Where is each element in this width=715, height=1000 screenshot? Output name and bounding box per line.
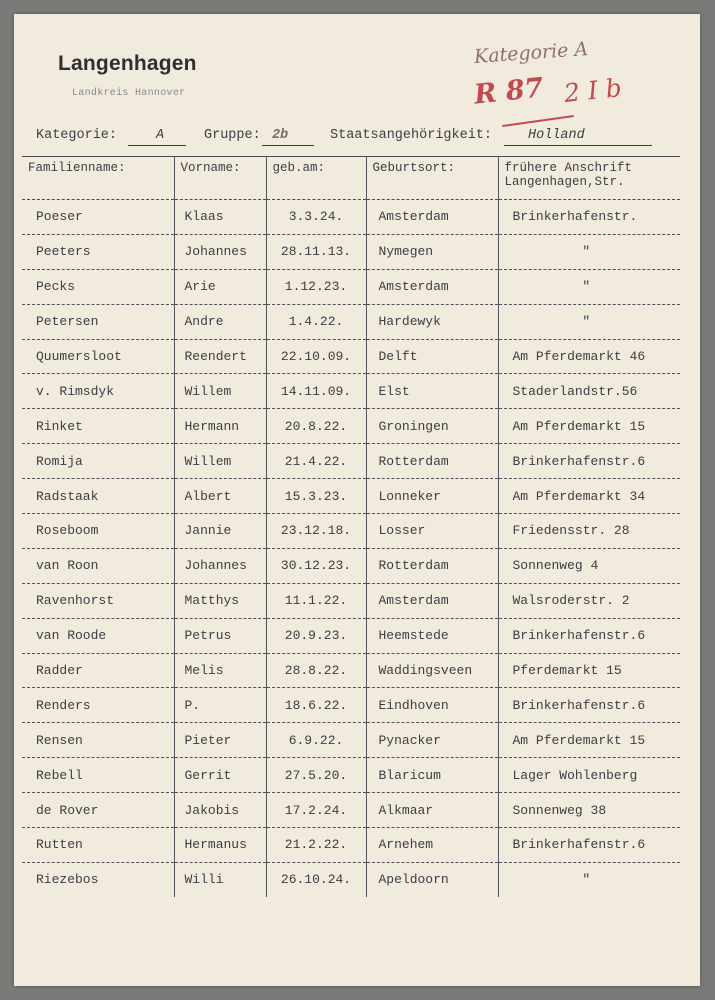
cell-familienname: Petersen (22, 304, 174, 339)
cell-familienname: v. Rimsdyk (22, 374, 174, 409)
cell-vorname: Willem (174, 374, 266, 409)
table-row (22, 409, 680, 444)
cell-anschrift: Brinkerhafenstr. (498, 200, 680, 235)
cell-geburtsdatum: 23.12.18. (266, 514, 366, 549)
cell-anschrift: Am Pferdemarkt 15 (498, 723, 680, 758)
cell-vorname: Hermanus (174, 828, 266, 863)
cell-vorname: Willem (174, 444, 266, 479)
table-row (22, 304, 680, 339)
table-body (22, 200, 680, 897)
cell-geburtsort: Blaricum (366, 758, 498, 793)
cell-anschrift: Brinkerhafenstr.6 (498, 618, 680, 653)
cell-vorname: Reendert (174, 339, 266, 374)
cell-familienname: Radstaak (22, 479, 174, 514)
staatsangehoerigkeit-value: Holland (528, 128, 585, 143)
cell-familienname: Rinket (22, 409, 174, 444)
col-header-familienname: Familienname: (22, 157, 174, 200)
cell-geburtsort: Lonneker (366, 479, 498, 514)
cell-anschrift: " (498, 269, 680, 304)
table-row (22, 723, 680, 758)
cell-geburtsdatum: 21.2.22. (266, 828, 366, 863)
table-row (22, 514, 680, 549)
cell-vorname: Johannes (174, 234, 266, 269)
cell-vorname: Matthys (174, 583, 266, 618)
cell-geburtsdatum: 28.11.13. (266, 234, 366, 269)
cell-geburtsdatum: 11.1.22. (266, 583, 366, 618)
cell-vorname: Albert (174, 479, 266, 514)
table-row (22, 269, 680, 304)
cell-anschrift: Lager Wohlenberg (498, 758, 680, 793)
col-header-geburtsort: Geburtsort: (366, 157, 498, 200)
cell-geburtsort: Losser (366, 514, 498, 549)
cell-anschrift: Sonnenweg 38 (498, 793, 680, 828)
cell-geburtsort: Rotterdam (366, 548, 498, 583)
col-header-anschrift: frühere Anschrift Langenhagen,Str. (498, 157, 680, 200)
cell-vorname: Jannie (174, 514, 266, 549)
col-header-vorname: Vorname: (174, 157, 266, 200)
table-row (22, 618, 680, 653)
staatsangehoerigkeit-label: Staatsangehörigkeit: (330, 128, 493, 143)
kategorie-value: A (156, 128, 165, 143)
cell-geburtsort: Delft (366, 339, 498, 374)
table-row (22, 862, 680, 896)
cell-geburtsdatum: 15.3.23. (266, 479, 366, 514)
cell-geburtsdatum: 20.9.23. (266, 618, 366, 653)
table-row (22, 653, 680, 688)
handwritten-note-group: 2 I b (562, 73, 624, 108)
cell-anschrift: Friedensstr. 28 (498, 514, 680, 549)
cell-geburtsdatum: 28.8.22. (266, 653, 366, 688)
stamp-subtitle: Landkreis Hannover (72, 88, 186, 99)
cell-familienname: de Rover (22, 793, 174, 828)
cell-vorname: Johannes (174, 548, 266, 583)
cell-vorname: Pieter (174, 723, 266, 758)
cell-anschrift: Am Pferdemarkt 34 (498, 479, 680, 514)
cell-geburtsdatum: 17.2.24. (266, 793, 366, 828)
cell-vorname: Petrus (174, 618, 266, 653)
cell-geburtsdatum: 22.10.09. (266, 339, 366, 374)
cell-geburtsdatum: 1.4.22. (266, 304, 366, 339)
cell-anschrift: Sonnenweg 4 (498, 548, 680, 583)
cell-vorname: Melis (174, 653, 266, 688)
cell-geburtsdatum: 21.4.22. (266, 444, 366, 479)
cell-geburtsort: Eindhoven (366, 688, 498, 723)
cell-geburtsort: Apeldoorn (366, 862, 498, 896)
cell-geburtsdatum: 27.5.20. (266, 758, 366, 793)
cell-familienname: van Roode (22, 618, 174, 653)
table-row (22, 688, 680, 723)
cell-geburtsort: Nymegen (366, 234, 498, 269)
cell-geburtsdatum: 6.9.22. (266, 723, 366, 758)
cell-geburtsort: Arnehem (366, 828, 498, 863)
handwritten-underline (502, 115, 574, 127)
cell-vorname: Arie (174, 269, 266, 304)
table-row (22, 828, 680, 863)
cell-geburtsort: Waddingsveen (366, 653, 498, 688)
cell-familienname: Rebell (22, 758, 174, 793)
cell-anschrift: Am Pferdemarkt 15 (498, 409, 680, 444)
cell-familienname: Roseboom (22, 514, 174, 549)
table-row (22, 234, 680, 269)
cell-anschrift: Brinkerhafenstr.6 (498, 828, 680, 863)
cell-geburtsdatum: 30.12.23. (266, 548, 366, 583)
cell-geburtsdatum: 1.12.23. (266, 269, 366, 304)
stamp-title: Langenhagen (58, 52, 197, 75)
cell-anschrift: " (498, 234, 680, 269)
cell-anschrift: Am Pferdemarkt 46 (498, 339, 680, 374)
cell-familienname: Pecks (22, 269, 174, 304)
table-row (22, 758, 680, 793)
cell-geburtsort: Amsterdam (366, 269, 498, 304)
cell-familienname: Radder (22, 653, 174, 688)
cell-anschrift: Staderlandstr.56 (498, 374, 680, 409)
table-row (22, 479, 680, 514)
cell-geburtsdatum: 18.6.22. (266, 688, 366, 723)
cell-geburtsort: Amsterdam (366, 200, 498, 235)
gruppe-underline (262, 145, 314, 146)
cell-vorname: P. (174, 688, 266, 723)
cell-familienname: Rensen (22, 723, 174, 758)
cell-familienname: Rutten (22, 828, 174, 863)
cell-anschrift: Walsroderstr. 2 (498, 583, 680, 618)
table-row (22, 374, 680, 409)
cell-familienname: van Roon (22, 548, 174, 583)
table-row (22, 444, 680, 479)
cell-vorname: Jakobis (174, 793, 266, 828)
cell-geburtsdatum: 14.11.09. (266, 374, 366, 409)
form-header (36, 128, 679, 152)
cell-geburtsdatum: 3.3.24. (266, 200, 366, 235)
table-row (22, 583, 680, 618)
cell-familienname: Renders (22, 688, 174, 723)
cell-anschrift: Brinkerhafenstr.6 (498, 444, 680, 479)
handwritten-note-category: Kategorie A (473, 38, 589, 68)
cell-geburtsort: Rotterdam (366, 444, 498, 479)
cell-geburtsort: Amsterdam (366, 583, 498, 618)
handwritten-note-reference: R 87 (472, 72, 545, 111)
cell-geburtsort: Hardewyk (366, 304, 498, 339)
kategorie-underline (128, 145, 186, 146)
cell-geburtsort: Alkmaar (366, 793, 498, 828)
cell-vorname: Klaas (174, 200, 266, 235)
persons-table (22, 156, 680, 897)
cell-anschrift: " (498, 862, 680, 896)
table-header-row (22, 157, 680, 200)
cell-vorname: Andre (174, 304, 266, 339)
cell-vorname: Willi (174, 862, 266, 896)
cell-vorname: Hermann (174, 409, 266, 444)
cell-anschrift: Brinkerhafenstr.6 (498, 688, 680, 723)
cell-familienname: Ravenhorst (22, 583, 174, 618)
cell-familienname: Quumersloot (22, 339, 174, 374)
cell-vorname: Gerrit (174, 758, 266, 793)
cell-familienname: Poeser (22, 200, 174, 235)
cell-geburtsort: Groningen (366, 409, 498, 444)
cell-anschrift: Pferdemarkt 15 (498, 653, 680, 688)
cell-geburtsort: Elst (366, 374, 498, 409)
cell-familienname: Riezebos (36, 872, 99, 888)
gruppe-value: 2b (272, 128, 289, 143)
table-row (22, 200, 680, 235)
table-row (22, 793, 680, 828)
cell-familienname: Peeters (22, 234, 174, 269)
cell-geburtsdatum: 26.10.24. (266, 862, 366, 896)
cell-anschrift: " (498, 304, 680, 339)
staatsangehoerigkeit-underline (504, 145, 652, 146)
cell-geburtsort: Heemstede (366, 618, 498, 653)
cell-geburtsdatum: 20.8.22. (266, 409, 366, 444)
col-header-geburtsdatum: geb.am: (266, 157, 366, 200)
table-row (22, 548, 680, 583)
gruppe-label: Gruppe: (204, 128, 261, 143)
kategorie-label: Kategorie: (36, 128, 118, 143)
cell-familienname: Romija (22, 444, 174, 479)
table-row (22, 339, 680, 374)
cell-geburtsort: Pynacker (366, 723, 498, 758)
